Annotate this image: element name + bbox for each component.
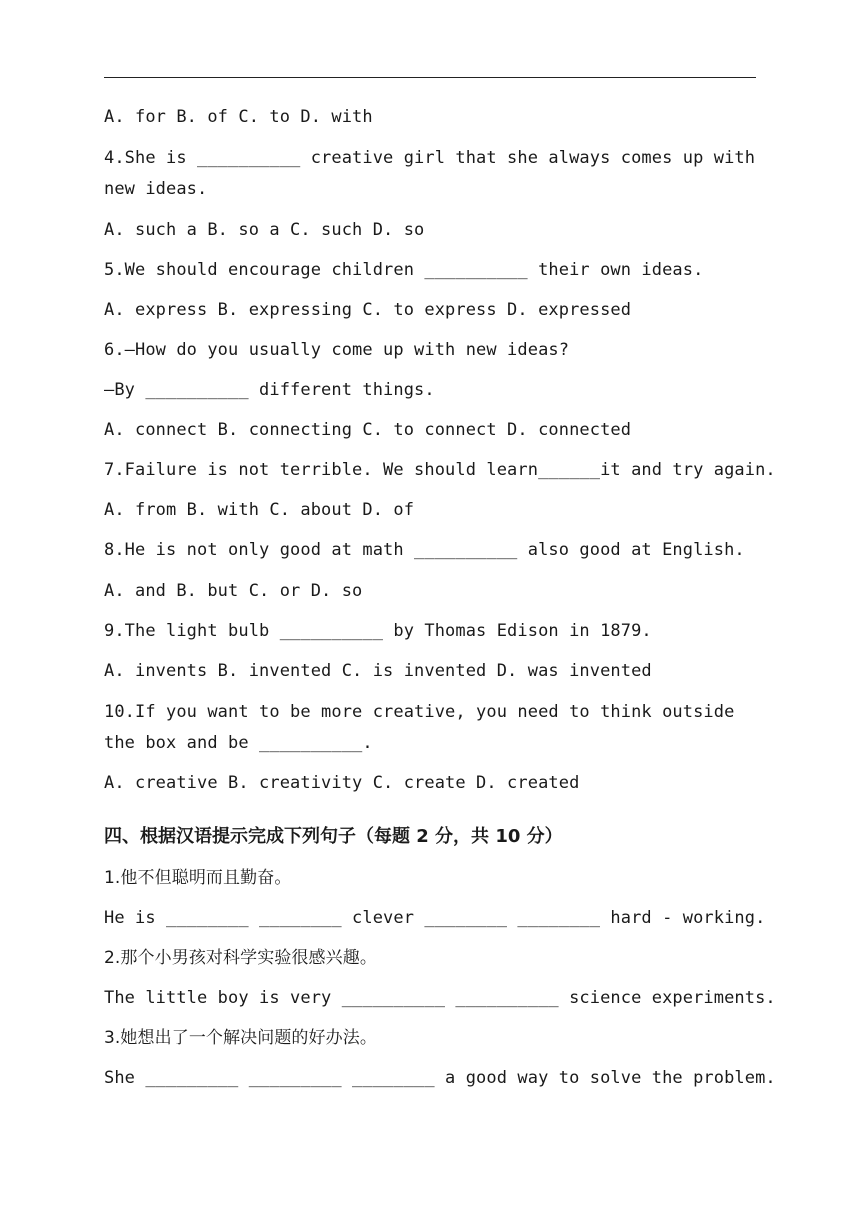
q4-question-line1: 4.She is __________ creative girl that she always comes up with (104, 148, 756, 168)
q8-options: A. and B. but C. or D. so (104, 581, 363, 601)
q8-question: 8.He is not only good at math __________ also good at English. (104, 540, 745, 560)
q10-question-line2: the box and be __________. (104, 733, 373, 753)
s2-chinese: 2.那个小男孩对科学实验很感兴趣。 (104, 948, 377, 968)
q4-question-line2: new ideas. (104, 179, 208, 199)
q5-question: 5.We should encourage children __________ their own ideas. (104, 260, 704, 280)
q9-options: A. invents B. invented C. is invented D. was invented (104, 661, 652, 681)
q5-options: A. express B. expressing C. to express D. expressed (104, 300, 632, 320)
header-rule (104, 77, 756, 78)
q6-question-line2: —By __________ different things. (104, 380, 435, 400)
s3-english: She _________ _________ ________ a good way to solve the problem. (104, 1068, 776, 1088)
q7-options: A. from B. with C. about D. of (104, 500, 415, 520)
s2-english: The little boy is very __________ __________ science experiments. (104, 988, 776, 1008)
q10-options: A. creative B. creativity C. create D. created (104, 773, 580, 793)
q7-question: 7.Failure is not terrible. We should learn______it and try again. (104, 460, 776, 480)
q9-question: 9.The light bulb __________ by Thomas Edison in 1879. (104, 621, 652, 641)
s3-chinese: 3.她想出了一个解决问题的好办法。 (104, 1028, 377, 1048)
q4-options: A. such a B. so a C. such D. so (104, 220, 425, 240)
section4-title: 四、根据汉语提示完成下列句子（每题 2 分，共 10 分） (104, 826, 563, 847)
q6-options: A. connect B. connecting C. to connect D. connected (104, 420, 632, 440)
q3-options: A. for B. of C. to D. with (104, 107, 373, 127)
s1-chinese: 1.他不但聪明而且勤奋。 (104, 868, 292, 888)
q6-question-line1: 6.—How do you usually come up with new ideas? (104, 340, 570, 360)
q10-question-line1: 10.If you want to be more creative, you need to think outside (104, 702, 735, 722)
s1-english: He is ________ ________ clever ________ ________ hard - working. (104, 908, 766, 928)
